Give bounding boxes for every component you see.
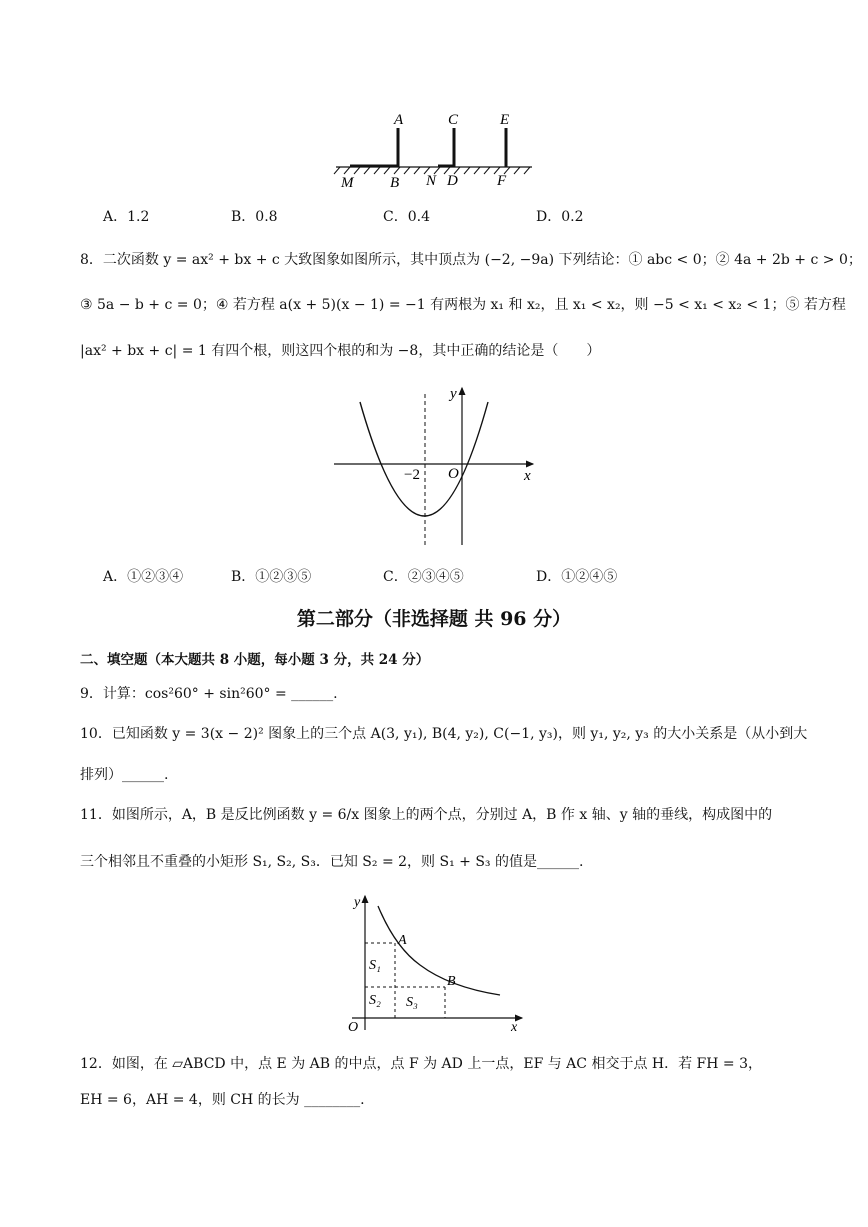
q12-line-2: EH = 6，AH = 4，则 CH 的长为 ________. [80,1092,365,1108]
q7-option-c [383,206,430,226]
q10-line-2: 排列）______. [80,767,169,783]
label-C: C [448,112,459,128]
y-label: y [354,895,361,910]
option-text: ①②③④ [127,569,184,585]
label-M: M [341,175,354,191]
label-E: E [500,112,510,128]
q12-line-1: 12．如图，在 ▱ABCD 中，点 E 为 AB 的中点，点 F 为 AD 上一点，EF 与 AC 相交于点 H．若 FH = 3， [80,1056,763,1072]
option-letter: A． [103,569,128,585]
y-label: y [450,386,457,402]
q8-option-d [536,566,617,586]
s2-label: S₂ [369,993,381,1008]
origin-label: O [448,466,459,482]
q9-text: 9．计算：cos²60° + sin²60° = ______. [80,686,338,702]
label-D: D [447,173,458,189]
option-letter: D． [536,209,562,225]
option-text: ②③④⑤ [407,569,464,585]
q10-line-1: 10．已知函数 y = 3(x − 2)² 图象上的三个点 A(3, y₁), B(4, y₂), C(−1, y₃)，则 y₁, y₂, y₃ 的大小关系是（从小到大 [80,726,808,742]
x-label: x [524,468,531,484]
parabola-curve [360,402,488,516]
x-label: x [511,1020,518,1035]
option-text: 1.2 [127,209,150,225]
s1-label: S₁ [369,958,381,973]
option-letter: C． [383,209,408,225]
poles-figure [330,100,545,195]
option-letter: D． [536,569,562,585]
option-letter: B． [231,569,256,585]
label-B: B [390,175,400,191]
option-text: 0.2 [561,209,584,225]
point-a-label: A [398,933,407,948]
q7-option-a [103,206,149,226]
q8-parabola-graph [330,380,540,550]
option-text: 0.4 [407,209,430,225]
label-A: A [394,112,404,128]
section2-title: 二、填空题（本大题共 8 小题，每小题 3 分，共 24 分） [80,652,430,668]
part2-heading: 第二部分（非选择题 共 96 分） [296,608,572,630]
q11-inverse-graph [340,890,530,1035]
inverse-curve [378,906,500,995]
q8-option-a [103,566,183,586]
option-text: ①②④⑤ [561,569,618,585]
q8-line-3: |ax² + bx + c| = 1 有四个根，则这四个根的和为 −8，其中正确的结论是（ ） [80,343,601,359]
s3-label: S₃ [406,995,418,1010]
q11-line-2: 三个相邻且不重叠的小矩形 S₁, S₂, S₃．已知 S₂ = 2，则 S₁ + S₃ 的值是______. [80,854,584,870]
option-letter: B． [231,209,256,225]
point-b-label: B [447,974,456,989]
q11-line-1: 11．如图所示，A，B 是反比例函数 y = 6/x 图象上的两个点，分别过 A，B 作 x 轴、y 轴的垂线，构成图中的 [80,807,773,823]
label-F: F [497,173,507,189]
label-N: N [426,173,437,189]
vertex-x-label: −2 [404,467,420,483]
q8-line-1: 8．二次函数 y = ax² + bx + c 大致图象如图所示，其中顶点为 (−2, −9a) 下列结论：① abc < 0；② 4a + 2b + c > 0； [80,252,862,268]
q8-option-c [383,566,464,586]
option-letter: C． [383,569,408,585]
q8-option-b [231,566,311,586]
option-text: 0.8 [255,209,278,225]
q7-option-b [231,206,278,226]
option-letter: A． [103,209,128,225]
q8-line-2: ③ 5a − b + c = 0；④ 若方程 a(x + 5)(x − 1) = −1 有两根为 x₁ 和 x₂，且 x₁ < x₂，则 −5 < x₁ < x₂ < 1；⑤ 若方程 [80,297,846,313]
origin-label: O [348,1020,359,1035]
option-text: ①②③⑤ [255,569,312,585]
q7-option-d [536,206,584,226]
